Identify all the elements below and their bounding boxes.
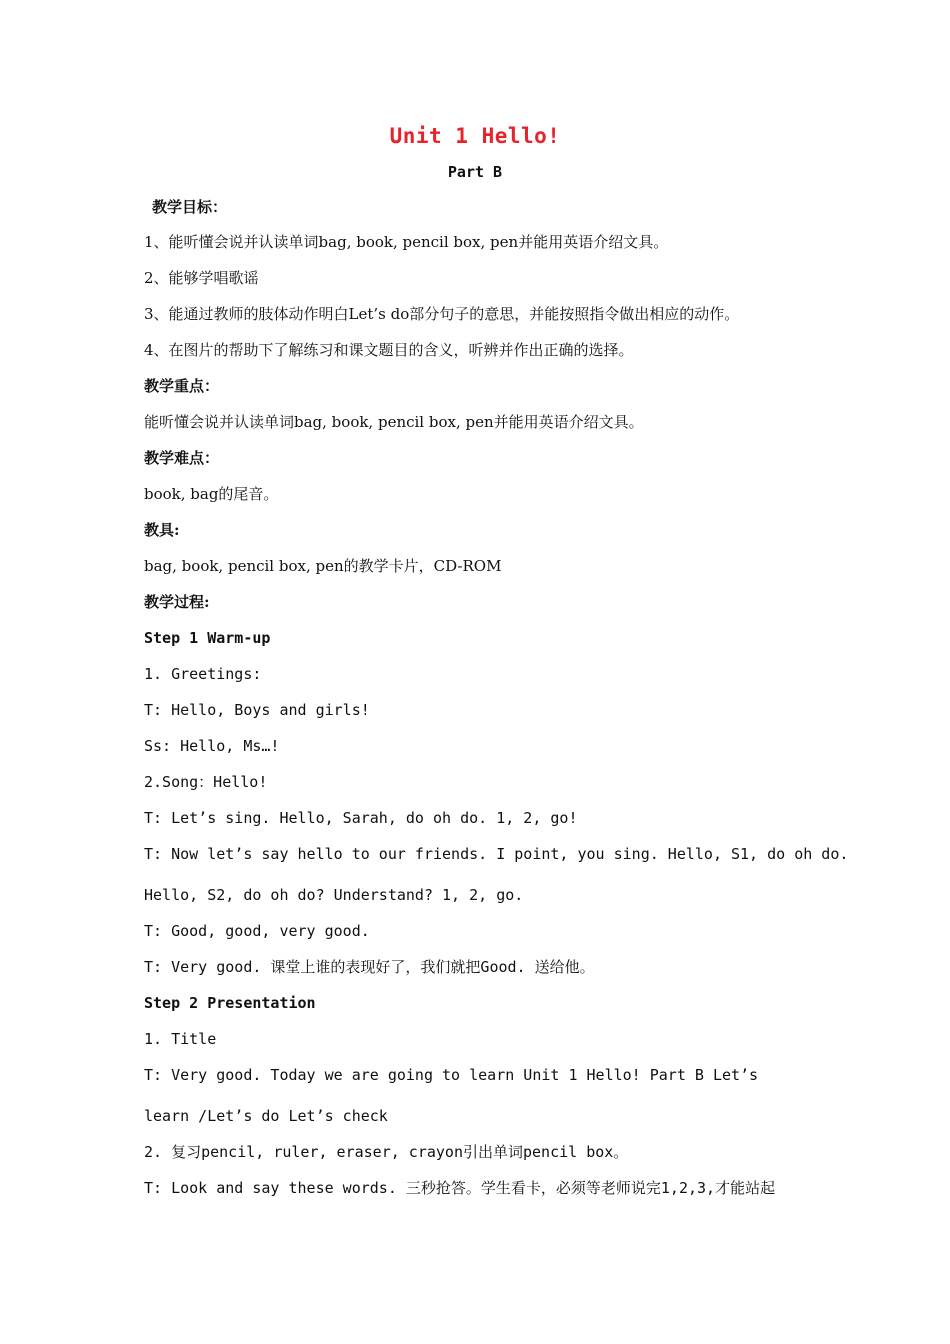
step-1-heading: Step 1 Warm-up — [144, 629, 271, 647]
song-label: 2.Song：Hello! — [144, 773, 268, 791]
step-2-heading: Step 2 Presentation — [144, 994, 316, 1012]
review-line: 2. 复习pencil, ruler, eraser, crayon引出单词pencil box。 — [144, 1143, 629, 1161]
dialogue-line: T: Let’s sing. Hello, Sarah, do oh do. 1, 2, go! — [144, 809, 578, 827]
greetings-label: 1. Greetings: — [144, 665, 262, 683]
heading-objectives: 教学目标： — [152, 198, 228, 216]
dialogue-line: Ss: Hello, Ms…! — [144, 737, 280, 755]
heading-difficulties: 教学难点： — [144, 449, 220, 467]
key-points-text: 能听懂会说并认读单词bag, book, pencil box, pen并能用英语介绍文具。 — [144, 413, 644, 431]
dialogue-line-continued: Hello, S2, do oh do? Understand? 1, 2, go. — [144, 886, 524, 904]
document-subtitle: Part B — [447, 163, 503, 181]
objective-4: 4、在图片的帮助下了解练习和课文题目的含义，听辨并作出正确的选择。 — [144, 341, 634, 359]
dialogue-line: T: Very good. Today we are going to learn Unit 1 Hello! Part B Let’s — [144, 1066, 759, 1084]
dialogue-line: T: Good, good, very good. — [144, 922, 370, 940]
heading-process: 教学过程: — [144, 593, 210, 611]
dialogue-line: T: Very good. 课堂上谁的表现好了，我们就把Good. 送给他。 — [144, 958, 595, 976]
dialogue-line: T: Hello, Boys and girls! — [144, 701, 370, 719]
heading-materials: 教具: — [144, 521, 180, 539]
dialogue-line-continued: learn /Let’s do Let’s check — [144, 1107, 388, 1125]
title-label: 1. Title — [144, 1030, 217, 1048]
objective-2: 2、能够学唱歌谣 — [144, 269, 259, 287]
document-title: Unit 1 Hello! — [389, 124, 561, 148]
materials-text: bag, book, pencil box, pen的教学卡片，CD-ROM — [144, 557, 502, 575]
heading-key-points: 教学重点： — [144, 377, 220, 395]
objective-3: 3、能通过教师的肢体动作明白Let’s do部分句子的意思，并能按照指令做出相应的动作。 — [144, 305, 740, 323]
difficulties-text: book, bag的尾音。 — [144, 485, 279, 503]
dialogue-line: T: Now let’s say hello to our friends. I point, you sing. Hello, S1, do oh do. — [144, 845, 849, 863]
dialogue-line: T: Look and say these words. 三秒抢答。学生看卡，必须等老师说完1,2,3,才能站起 — [144, 1179, 776, 1197]
objective-1: 1、能听懂会说并认读单词bag, book, pencil box, pen并能用英语介绍文具。 — [144, 233, 669, 251]
